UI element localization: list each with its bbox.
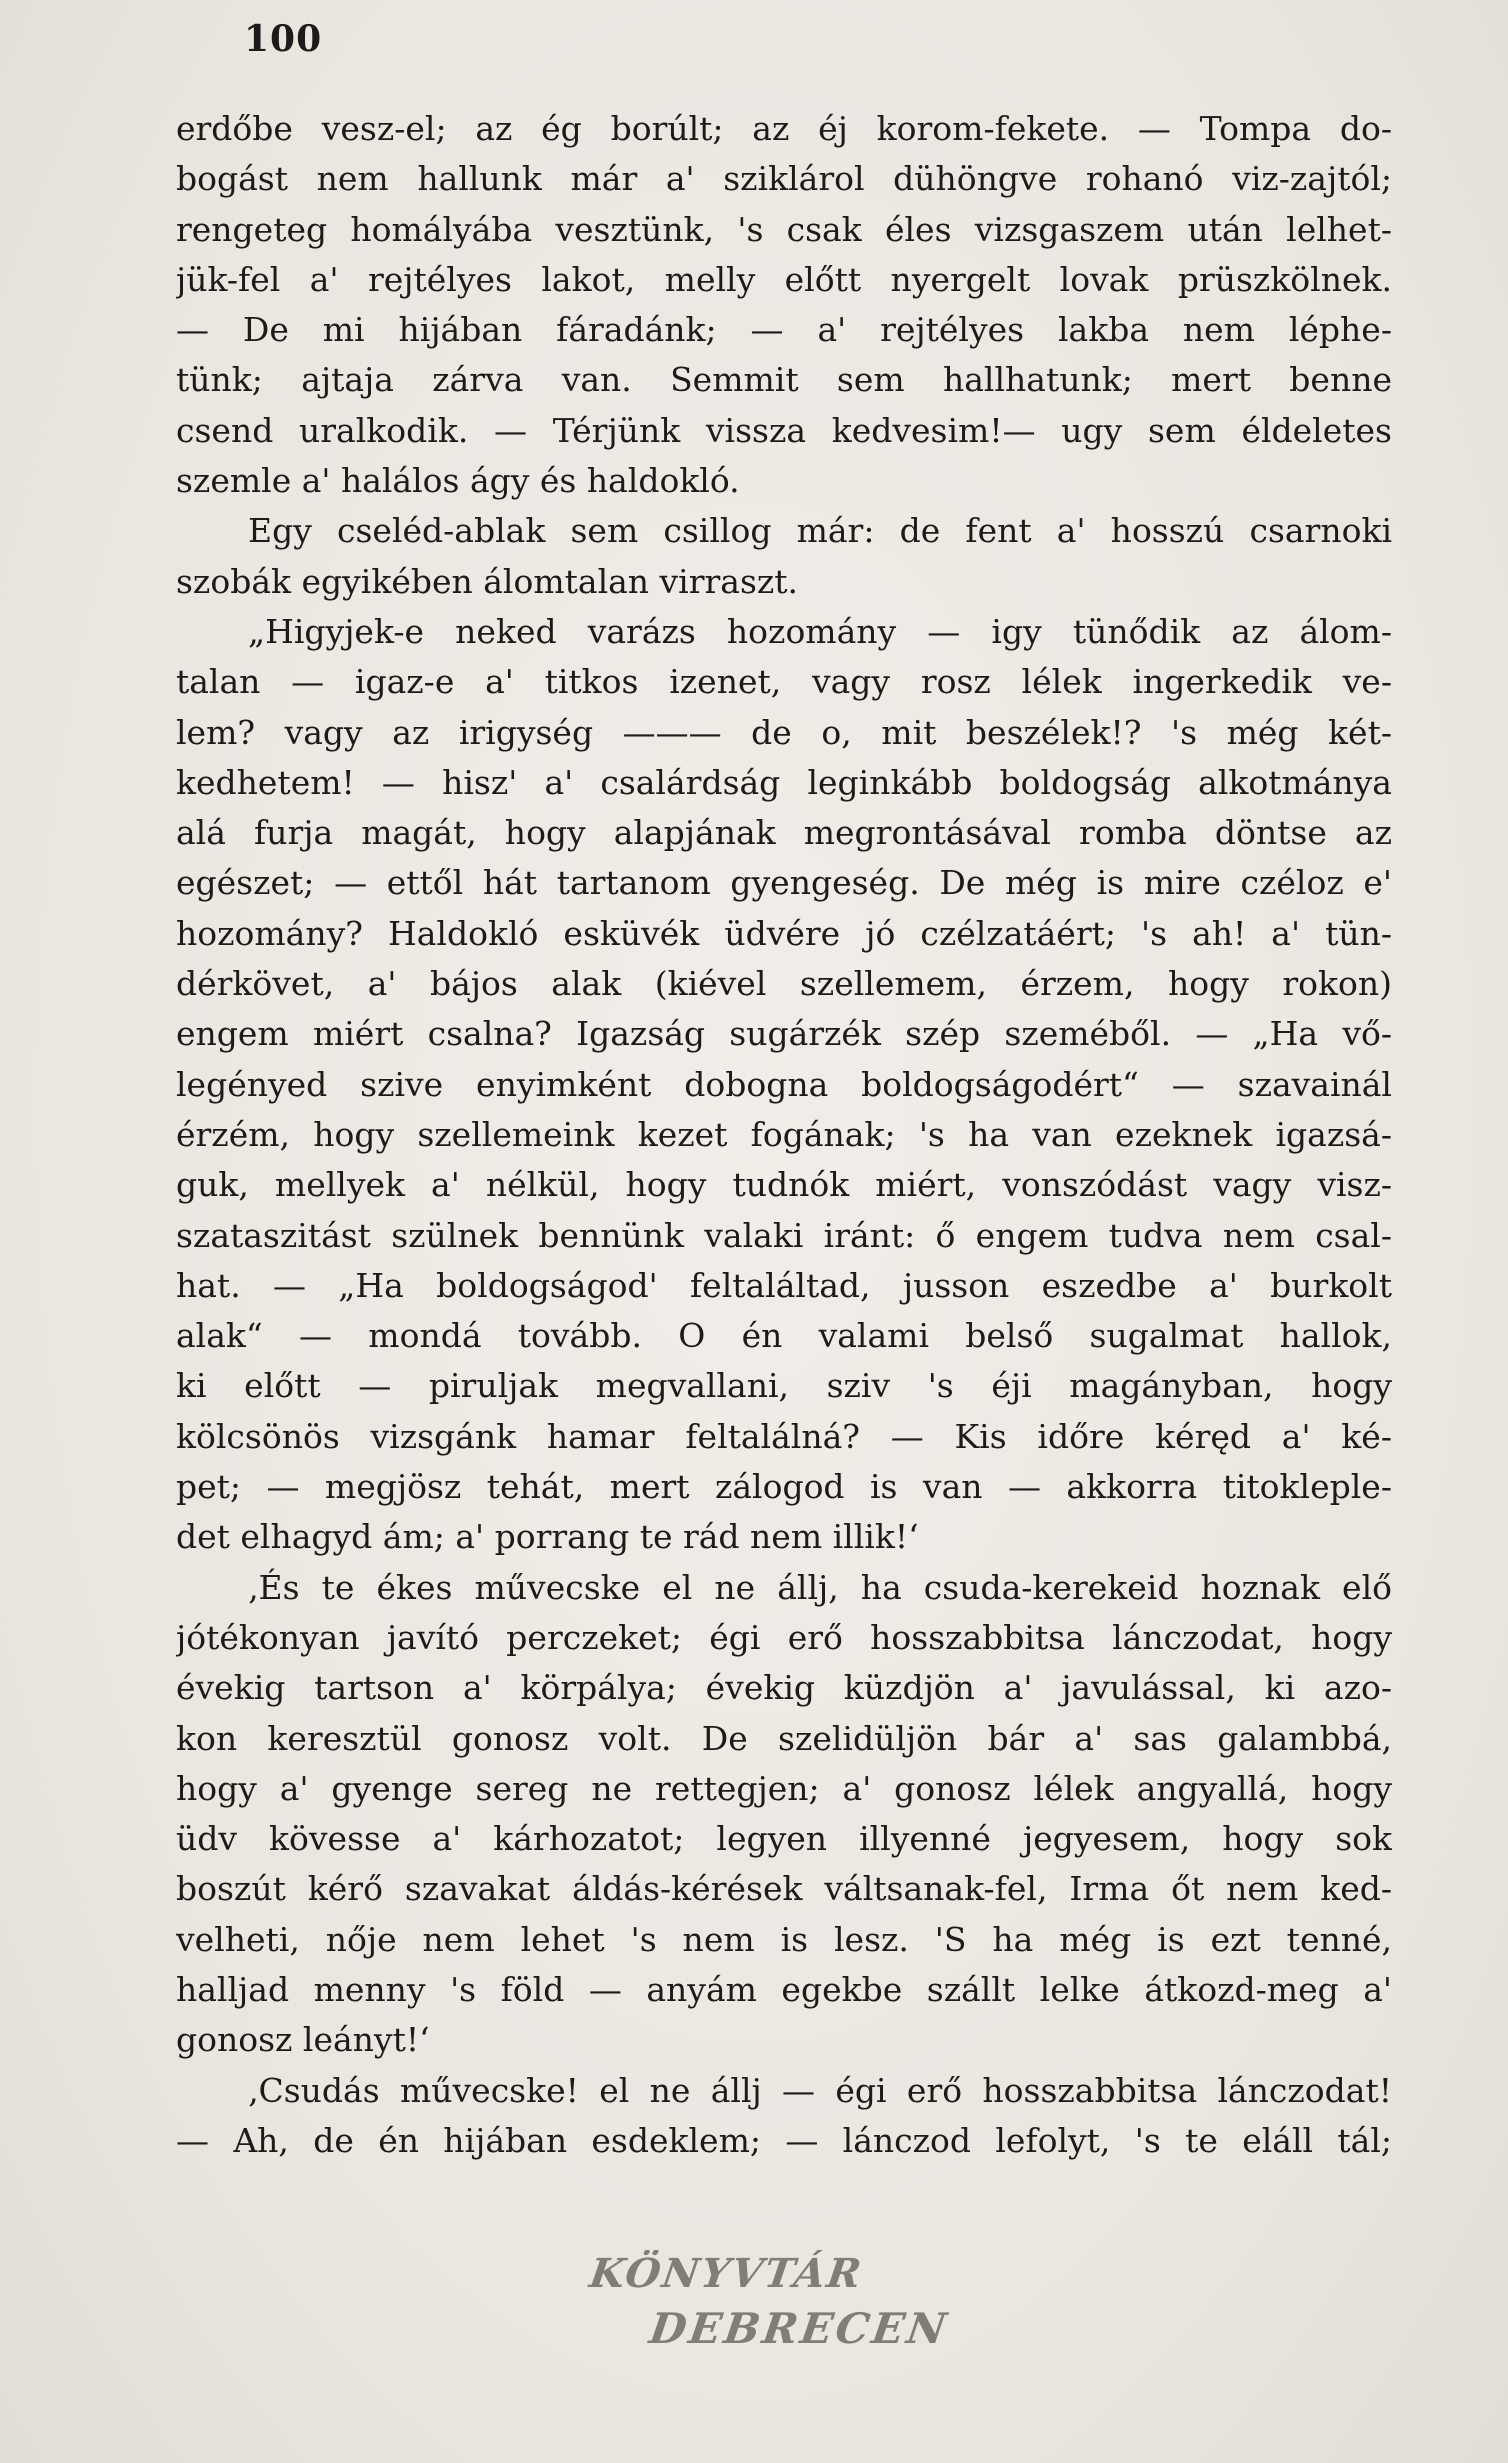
stamp-line-1: KÖNYVTÁR bbox=[586, 2250, 866, 2297]
paragraph bbox=[176, 607, 1392, 1563]
text-line: alak“ — mondá tovább. O én valami belső sugalmat hallok, bbox=[176, 1316, 1392, 1356]
text-line: ‚És te ékes művecske el ne állj, ha csuda-kerekeid hoznak elő bbox=[248, 1567, 1392, 1607]
text-line: ki előtt — piruljak megvallani, sziv 's éji magányban, hogy bbox=[176, 1366, 1392, 1406]
text-line: hat. — „Ha boldogságod' feltaláltad, jusson eszedbe a' burkolt bbox=[176, 1265, 1392, 1305]
text-line: kölcsönös vizsgánk hamar feltalálná? — Kis időre kéręd a' ké- bbox=[176, 1416, 1392, 1456]
text-line: velheti, nője nem lehet 's nem is lesz. 'S ha még is ezt tenné, bbox=[176, 1919, 1392, 1959]
body-text bbox=[176, 104, 1392, 2166]
text-line: évekig tartson a' körpálya; évekig küzdjön a' javulással, ki azo- bbox=[176, 1668, 1392, 1708]
text-line: kon keresztül gonosz volt. De szelidüljön bár a' sas galambbá, bbox=[176, 1718, 1392, 1758]
text-line: erdőbe vesz-el; az ég borúlt; az éj korom-fekete. — Tompa do- bbox=[176, 109, 1392, 148]
text-line: jük-fel a' rejtélyes lakot, melly előtt nyergelt lovak prüszkölnek. bbox=[176, 259, 1392, 299]
stamp-line-2: DEBRECEN bbox=[646, 2304, 953, 2353]
text-line: pet; — megjösz tehát, mert zálogod is van — akkorra titokleple- bbox=[176, 1467, 1392, 1507]
text-line: talan — igaz-e a' titkos izenet, vagy rosz lélek ingerkedik ve- bbox=[176, 662, 1392, 702]
text-line: halljad menny 's föld — anyám egekbe szállt lelke átkozd-meg a' bbox=[176, 1969, 1392, 2009]
text-line: „Higyjek-e neked varázs hozomány — igy tünődik az álom- bbox=[248, 611, 1392, 651]
text-line: szobák egyikében álomtalan virraszt. bbox=[176, 561, 799, 601]
paragraph bbox=[176, 104, 1392, 506]
text-line: engem miért csalna? Igazság sugárzék szép szeméből. — „Ha vő- bbox=[176, 1014, 1392, 1054]
text-line: hogy a' gyenge sereg ne rettegjen; a' gonosz lélek angyallá, hogy bbox=[176, 1768, 1392, 1808]
text-line: legényed szive enyimként dobogna boldogságodért“ — szavainál bbox=[176, 1064, 1392, 1104]
text-line: dérkövet, a' bájos alak (kiével szellemem, érzem, hogy rokon) bbox=[176, 964, 1392, 1004]
paragraph bbox=[176, 2066, 1392, 2167]
text-line: szemle a' halálos ágy és haldokló. bbox=[176, 461, 740, 501]
text-line: boszút kérő szavakat áldás-kérések váltsanak-fel, Irma őt nem ked- bbox=[176, 1869, 1392, 1909]
text-line: Egy cseléd-ablak sem csillog már: de fent a' hosszú csarnoki bbox=[248, 511, 1392, 551]
text-line: — De mi hijában fáradánk; — a' rejtélyes lakba nem léphe- bbox=[176, 310, 1392, 350]
text-line: rengeteg homályába vesztünk, 's csak éles vizsgaszem után lelhet- bbox=[176, 209, 1392, 249]
text-line: érzém, hogy szellemeink kezet fogának; 's ha van ezeknek igazsá- bbox=[176, 1114, 1392, 1154]
page-number: 100 bbox=[244, 18, 323, 60]
text-line: guk, mellyek a' nélkül, hogy tudnók miért, vonszódást vagy visz- bbox=[176, 1165, 1392, 1205]
text-line: alá furja magát, hogy alapjának megrontásával romba döntse az bbox=[176, 813, 1392, 853]
text-line: csend uralkodik. — Térjünk vissza kedvesim!— ugy sem éldeletes bbox=[176, 410, 1392, 450]
text-line: lem? vagy az irigység ——— de o, mit beszélek!? 's még két- bbox=[176, 712, 1392, 752]
text-line: ‚Csudás művecske! el ne állj — égi erő hosszabbitsa lánczodat! bbox=[248, 2070, 1392, 2110]
text-line: gonosz leányt!‘ bbox=[176, 2020, 430, 2060]
text-line: jótékonyan javító perczeket; égi erő hosszabbitsa lánczodat, hogy bbox=[176, 1617, 1392, 1657]
text-line: det elhagyd ám; a' porrang te rád nem illik!‘ bbox=[176, 1517, 919, 1557]
library-stamp bbox=[580, 2238, 1050, 2378]
text-line: szataszitást szülnek bennünk valaki iránt: ő engem tudva nem csal- bbox=[176, 1215, 1392, 1255]
text-line: kedhetem! — hisz' a' csalárdság leginkább boldogság alkotmánya bbox=[176, 762, 1392, 802]
text-line: egészet; — ettől hát tartanom gyengeség. De még is mire czéloz e' bbox=[176, 863, 1392, 903]
paragraph bbox=[176, 1563, 1392, 2066]
paragraph bbox=[176, 506, 1392, 607]
text-line: hozomány? Haldokló esküvék üdvére jó czélzatáért; 's ah! a' tün- bbox=[176, 913, 1392, 953]
text-line: tünk; ajtaja zárva van. Semmit sem hallhatunk; mert benne bbox=[176, 360, 1392, 400]
text-line: bogást nem hallunk már a' sziklárol dühöngve rohanó viz-zajtól; bbox=[176, 159, 1392, 199]
text-line: — Ah, de én hijában esdeklem; — lánczod lefolyt, 's te eláll tál; bbox=[176, 2120, 1392, 2160]
text-line: üdv kövesse a' kárhozatot; legyen illyenné jegyesem, hogy sok bbox=[176, 1819, 1392, 1859]
